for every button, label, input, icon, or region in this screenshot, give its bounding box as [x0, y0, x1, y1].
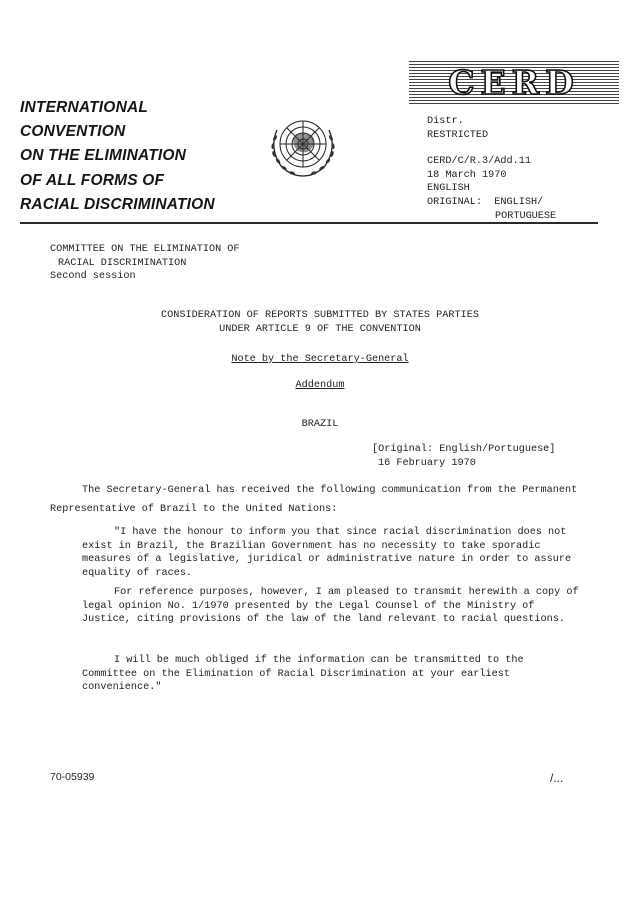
distr-label: Distr.: [427, 116, 464, 127]
addendum-label: Addendum: [295, 380, 345, 391]
quote-paragraph: "I have the honour to inform you that since racial discrimination does not exist in Brazil, the Brazilian Government has no necessity to take sporadic measures of a legislative, juridical or administrative nature in order to assure equality of races.: [82, 527, 572, 579]
original-note-date: 16 February 1970: [378, 457, 476, 469]
original-language: [427, 196, 556, 210]
note-heading: [0, 353, 640, 367]
original-note: [372, 443, 555, 470]
cerd-logo-text: CERD: [448, 63, 580, 102]
distr-level: RESTRICTED: [427, 129, 489, 141]
convention-title: [20, 96, 215, 217]
committee-name-cont: RACIAL DISCRIMINATION: [58, 257, 187, 269]
original-value-cont: PORTUGUESE: [495, 210, 557, 222]
document-number: 70-05939: [50, 771, 95, 783]
note-by-secretary-general: Note by the Secretary-General: [231, 354, 409, 365]
committee-block: [50, 243, 240, 284]
addendum-heading: [0, 379, 640, 393]
convention-title-line: CONVENTION: [20, 123, 126, 141]
document-language: ENGLISH: [427, 183, 470, 195]
un-emblem-icon: [263, 108, 343, 188]
quote-paragraph: For reference purposes, however, I am pleased to transmit herewith a copy of legal opinion No. 1/1970 presented by the Legal Counsel of the Ministry of Justice, citing provisions of the law of the land relevant to racial questions.: [82, 587, 579, 626]
cerd-logo: [409, 61, 619, 105]
convention-title-line: RACIAL DISCRIMINATION: [20, 195, 215, 213]
continuation-mark: /...: [550, 771, 564, 785]
document-date: 18 March 1970: [427, 169, 507, 181]
committee-name: COMMITTEE ON THE ELIMINATION OF: [50, 244, 240, 255]
title-line: UNDER ARTICLE 9 OF THE CONVENTION: [219, 323, 421, 335]
quote-paragraph: I will be much obliged if the information can be transmitted to the Committee on the Elimination of Racial Discrimination at your earliest convenience.": [82, 655, 524, 694]
session: Second session: [50, 271, 136, 283]
convention-title-line: ON THE ELIMINATION: [20, 147, 187, 165]
original-label: ORIGINAL:: [427, 196, 483, 208]
header-divider: [20, 222, 598, 224]
convention-title-line: INTERNATIONAL: [20, 99, 149, 116]
country-name: BRAZIL: [301, 419, 339, 430]
intro-paragraph: The Secretary-General has received the following communication from the Permanent Representative of Brazil to the United Nations:: [50, 485, 578, 515]
document-symbol: CERD/C/R.3/Add.11: [427, 156, 531, 168]
title-line: CONSIDERATION OF REPORTS SUBMITTED BY STATES PARTIES: [161, 310, 479, 321]
original-value: ENGLISH/: [494, 196, 544, 208]
document-title: [0, 309, 640, 336]
country-heading: [0, 418, 640, 432]
distribution-block: [427, 115, 556, 223]
convention-title-line: OF ALL FORMS OF: [20, 171, 165, 189]
original-note-language: [Original: English/Portuguese]: [372, 444, 556, 455]
